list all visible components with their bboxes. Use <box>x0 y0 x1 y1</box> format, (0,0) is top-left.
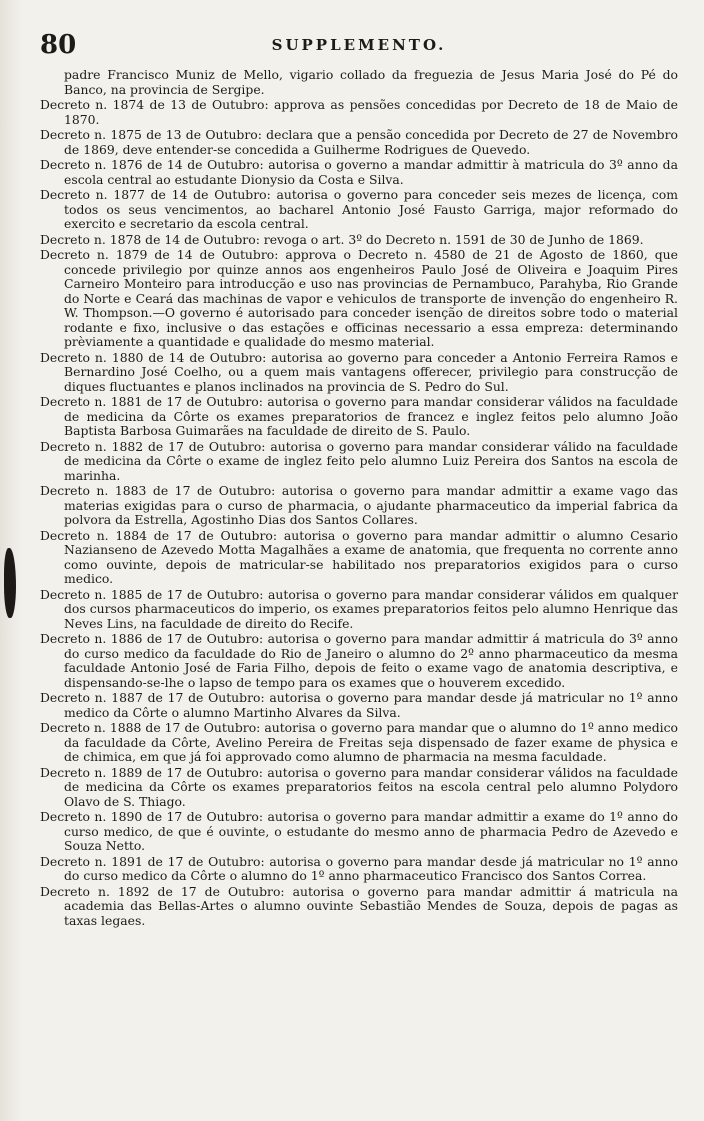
decree-entry: Decreto n. 1880 de 14 de Outubro: autorisa ao governo para conceder a Antonio Ferreira Ramos e Bernardino José Coelho, ou a quem mais vantagens offerecer, privilegio para construcção de diques fluctuantes e planos inclinados na provincia de S. Pedro do Sul. <box>40 349 678 394</box>
decree-entry: Decreto n. 1882 de 17 de Outubro: autorisa o governo para mandar considerar válido na faculdade de medicina da Côrte o exame de inglez feito pelo alumno Luiz Pereira dos Santos na escola de marinha. <box>40 438 678 483</box>
page-header <box>40 30 678 64</box>
decree-entry: Decreto n. 1878 de 14 de Outubro: revoga o art. 3º do Decreto n. 1591 de 30 de Junho de 1869. <box>40 231 644 247</box>
decree-entry: Decreto n. 1887 de 17 de Outubro: autorisa o governo para mandar desde já matricular no 1º anno medico da Côrte o alumno Martinho Alvares da Silva. <box>40 690 678 720</box>
decree-entry: Decreto n. 1879 de 14 de Outubro: approva o Decreto n. 4580 de 21 de Agosto de 1860, que concede privilegio por quinze annos aos engenheiros Paulo José de Oliveira e Joaquim Pires Carneiro Monteiro para introducção e uso nas provincias de Pernambuco, Parahyba, Rio Grande do Norte e Ceará das machinas de vapor e vehiculos de transporte de invenção do engenheiro R. W. Thompson.—O governo é autorisado para conceder isenção de direitos sobre todo o material rodante e fixo, inclusive o das estações e officinas necessario a essa empreza: determinando prèviamente a quantidade e qualidade do mesmo material. <box>40 247 678 349</box>
page-number: 80 <box>40 30 77 60</box>
decree-entry: Decreto n. 1874 de 13 de Outubro: approva as pensões concedidas por Decreto de 18 de Maio de 1870. <box>40 97 678 127</box>
decree-entry: Decreto n. 1891 de 17 de Outubro: autorisa o governo para mandar desde já matricular no 1º anno do curso medico da Côrte o alumno do 1º anno pharmaceutico Francisco dos Santos Correa. <box>40 853 678 883</box>
running-title: SUPPLEMENTO. <box>271 36 447 54</box>
decree-entry: Decreto n. 1886 de 17 de Outubro: autorisa o governo para mandar admittir á matricula do 3º anno do curso medico da faculdade do Rio de Janeiro o alumno do 2º anno pharmaceutico da mesma faculdade Antonio José de Faria Filho, depois de feito o exame vago de anatomia descriptiva, e dispensando-se-lhe o lapso de tempo para os exames que o houverem excedido. <box>40 631 678 690</box>
decree-entry: Decreto n. 1876 de 14 de Outubro: autorisa o governo a mandar admittir à matricula do 3º anno da escola central ao estudante Dionysio da Costa e Silva. <box>40 157 678 187</box>
decree-entry: Decreto n. 1885 de 17 de Outubro: autorisa o governo para mandar considerar válidos em qualquer dos cursos pharmaceuticos do imperio, os exames preparatorios feitos pelo alumno Henrique das Neves Lins, na faculdade de direito do Recife. <box>40 586 678 631</box>
decree-entry: Decreto n. 1892 de 17 de Outubro: autorisa o governo para mandar admittir á matricula na academia das Bellas-Artes o alumno ouvinte Sebastião Mendes de Souza, depois de pagas as taxas legaes. <box>40 883 678 928</box>
decree-entry: Decreto n. 1890 de 17 de Outubro: autorisa o governo para mandar admittir a exame do 1º anno do curso medico, de que é ouvinte, o estudante do mesmo anno de pharmacia Pedro de Azevedo e Souza Netto. <box>40 809 678 853</box>
decree-entry: Decreto n. 1881 de 17 de Outubro: autorisa o governo para mandar considerar válidos na faculdade de medicina da Côrte os exames preparatorios de francez e inglez feitos pelo alumno João Baptista Barbosa Guimarães na faculdade de direito de S. Paulo. <box>40 394 678 438</box>
decree-entry: Decreto n. 1884 de 17 de Outubro: autorisa o governo para mandar admittir o alumno Cesario Nazianseno de Azevedo Motta Magalhães a exame de anatomia, que frequenta no corrente anno como ouvinte, depois de matricular-se habilitado nos preparatorios exigidos para o curso medico. <box>40 527 678 586</box>
decree-list <box>40 68 678 928</box>
decree-entry: padre Francisco Muniz de Mello, vigario collado da freguezia de Jesus Maria José do Pé do Banco, na provincia de Sergipe. <box>64 67 678 97</box>
decree-entry: Decreto n. 1883 de 17 de Outubro: autorisa o governo para mandar admittir a exame vago das materias exigidas para o curso de pharmacia, o ajudante pharmaceutico da imperial fabrica da polvora da Estrella, Agostinho Dias dos Santos Collares. <box>40 483 678 527</box>
decree-entry: Decreto n. 1888 de 17 de Outubro: autorisa o governo para mandar que o alumno do 1º anno medico da faculdade da Côrte, Avelino Pereira de Freitas seja dispensado de fazer exame de physica e de chimica, em que já foi approvado como alumno de pharmacia na mesma faculdade. <box>40 720 678 764</box>
decree-entry: Decreto n. 1877 de 14 de Outubro: autorisa o governo para conceder seis mezes de licença, com todos os seus vencimentos, ao bacharel Antonio José Fausto Garriga, major reformado do exercito e secretario da escola central. <box>40 187 678 231</box>
decree-entry: Decreto n. 1875 de 13 de Outubro: declara que a pensão concedida por Decreto de 27 de Novembro de 1869, deve entender-se concedida a Guilherme Rodrigues de Quevedo. <box>40 127 678 157</box>
decree-entry: Decreto n. 1889 de 17 de Outubro: autorisa o governo para mandar considerar válidos na faculdade de medicina da Côrte os exames preparatorios feitos na escola central pelo alumno Polydoro Olavo de S. Thiago. <box>40 764 678 809</box>
